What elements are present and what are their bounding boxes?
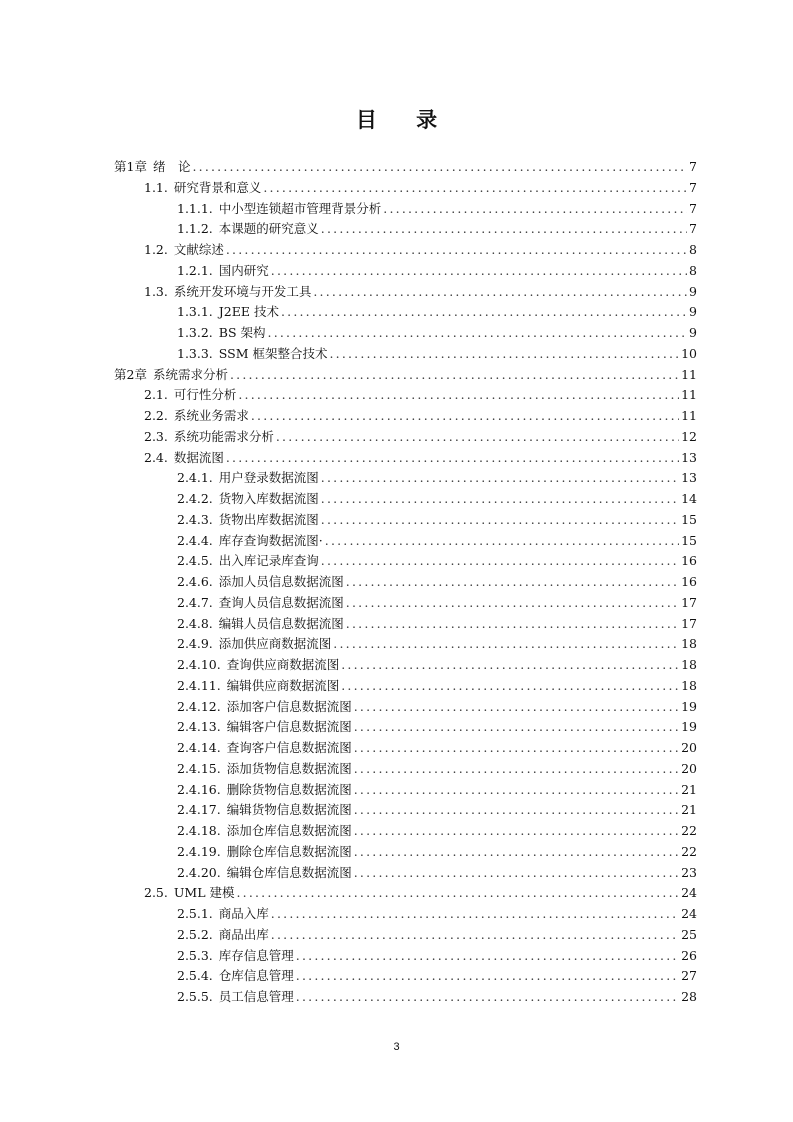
toc-entry-number: 2.4.2.: [177, 491, 213, 506]
toc-entry-number: 2.4.16.: [177, 781, 221, 797]
toc-dot-leader: [329, 344, 679, 365]
toc-dot-leader: [276, 427, 679, 448]
toc-dot-leader: [346, 593, 679, 614]
toc-dot-leader: [321, 219, 687, 240]
toc-dot-leader: [325, 531, 679, 552]
toc-entry: [0, 261, 793, 282]
toc-dot-leader: [354, 800, 679, 821]
toc-entry-number: 2.4.6.: [177, 574, 213, 589]
toc-entry-title: J2EE 技术: [218, 304, 279, 320]
toc-entry-title: 编辑仓库信息数据流图: [226, 864, 352, 880]
toc-dot-leader: [263, 178, 687, 199]
toc-entry-number: 1.3.: [144, 283, 168, 299]
toc-entry-number: 2.5.: [144, 885, 168, 901]
toc-entry-page: 16: [681, 574, 697, 589]
toc-entry: [0, 178, 793, 199]
toc-dot-leader: [268, 323, 688, 344]
toc-dot-leader: [238, 385, 679, 406]
toc-entry-title: 查询客户信息数据流图: [226, 740, 352, 755]
toc-entry-title: 中小型连锁超市管理背景分析: [218, 200, 382, 216]
toc-entry-number: 2.4.7.: [177, 594, 213, 610]
toc-entry: [0, 614, 793, 635]
toc-entry-page: 7: [689, 179, 697, 195]
toc-entry: [0, 240, 793, 261]
toc-dot-leader: [296, 987, 679, 1008]
toc-entry-title: 出入库记录库查询: [218, 553, 319, 569]
page-title: 目 录: [355, 107, 454, 132]
toc-entry: [0, 510, 793, 531]
toc-entry-number: 2.2.: [144, 408, 168, 423]
toc-dot-leader: [296, 946, 679, 967]
toc-entry-title: 查询人员信息数据流图: [218, 594, 344, 610]
toc-entry: [0, 946, 793, 967]
toc-entry-number: 1.1.1.: [177, 200, 213, 216]
toc-dot-leader: [251, 406, 679, 427]
toc-dot-leader: [321, 510, 679, 531]
toc-entry-page: 8: [689, 242, 697, 257]
toc-entry-title: 添加供应商数据流图: [218, 636, 332, 652]
toc-entry: [0, 717, 793, 738]
toc-entry-title: 货物入库数据流图: [218, 491, 319, 506]
toc-entry-page: 15: [681, 532, 697, 548]
toc-entry: [0, 759, 793, 780]
toc-dot-leader: [271, 261, 687, 282]
toc-entry-page: 18: [681, 657, 697, 672]
toc-entry: [0, 406, 793, 427]
toc-entry-number: 2.4.3.: [177, 511, 213, 527]
toc-entry-number: 2.4.18.: [177, 823, 221, 838]
toc-entry-page: 7: [689, 221, 697, 237]
toc-entry-title: 删除货物信息数据流图: [226, 781, 352, 797]
toc-entry: [0, 572, 793, 593]
toc-dot-leader: [313, 282, 687, 303]
toc-entry-number: 2.4.12.: [177, 698, 221, 714]
toc-entry: [0, 365, 793, 386]
toc-entry: [0, 780, 793, 801]
toc-entry-number: 2.4.9.: [177, 636, 213, 652]
toc-dot-leader: [321, 468, 679, 489]
toc-entry-number: 1.2.: [144, 242, 168, 257]
toc-entry-title: 编辑客户信息数据流图: [226, 719, 352, 735]
toc-dot-leader: [281, 302, 687, 323]
toc-entry-page: 10: [681, 345, 697, 361]
toc-entry-number: 1.3.1.: [177, 304, 213, 320]
toc-entry-title: 添加客户信息数据流图: [226, 698, 352, 714]
toc-entry-number: 1.2.1.: [177, 262, 213, 278]
toc-entry-page: 7: [689, 159, 697, 174]
page-number: 3: [393, 1041, 400, 1053]
toc-dot-leader: [333, 634, 679, 655]
toc-entry-page: 13: [681, 470, 697, 486]
toc-dot-leader: [271, 904, 679, 925]
toc-entry-title: 删除仓库信息数据流图: [226, 843, 352, 859]
toc-entry-title: 系统业务需求: [173, 408, 249, 423]
toc-entry: [0, 427, 793, 448]
toc-entry-page: 9: [689, 325, 697, 340]
toc-entry: [0, 842, 793, 863]
toc-entry-page: 15: [681, 511, 697, 527]
toc-dot-leader: [354, 863, 679, 884]
toc-entry-title: 编辑人员信息数据流图: [218, 615, 344, 631]
toc-dot-leader: [236, 883, 679, 904]
toc-entry-title: 商品入库: [218, 906, 269, 921]
toc-entry-title: 系统需求分析: [152, 366, 228, 382]
toc-entry-number: 2.5.2.: [177, 926, 213, 942]
toc-entry-title: 数据流图: [173, 449, 224, 465]
toc-entry-page: 19: [681, 719, 697, 735]
toc-entry-number: 第1章: [114, 159, 147, 174]
toc-entry-page: 18: [681, 677, 697, 693]
toc-entry-number: 2.4.20.: [177, 864, 221, 880]
toc-entry-page: 17: [681, 615, 697, 631]
toc-entry-page: 19: [681, 698, 697, 714]
toc-entry-number: 1.1.: [144, 179, 168, 195]
toc-dot-leader: [271, 925, 679, 946]
toc-entry-number: 2.4.17.: [177, 802, 221, 818]
toc-entry-number: 2.4.8.: [177, 615, 213, 631]
toc-entry-number: 2.4.15.: [177, 760, 221, 776]
toc-entry: [0, 282, 793, 303]
toc-dot-leader: [354, 738, 679, 759]
toc-dot-leader: [346, 572, 679, 593]
toc-entry: [0, 904, 793, 925]
toc-entry-page: 9: [689, 304, 697, 320]
toc-entry-title: UML 建模: [173, 885, 235, 901]
toc-entry-number: 2.4.11.: [177, 677, 221, 693]
toc-entry-page: 24: [681, 906, 697, 921]
toc-entry-page: 8: [689, 262, 697, 278]
toc-entry-title: 仓库信息管理: [218, 968, 294, 984]
toc-entry: [0, 966, 793, 987]
toc-dot-leader: [321, 551, 679, 572]
toc-entry-page: 23: [681, 864, 697, 880]
toc-dot-leader: [354, 717, 679, 738]
toc-dot-leader: [346, 614, 679, 635]
toc-entry-title: 添加仓库信息数据流图: [226, 823, 352, 838]
toc-entry-number: 2.4.14.: [177, 740, 221, 755]
toc-entry-page: 22: [681, 843, 697, 859]
toc-dot-leader: [354, 759, 679, 780]
toc-entry-number: 1.1.2.: [177, 221, 213, 237]
toc-entry: [0, 448, 793, 469]
toc-entry-page: 7: [689, 200, 697, 216]
toc-entry: [0, 821, 793, 842]
toc-entry-title: 文献综述: [173, 242, 224, 257]
toc-entry: [0, 925, 793, 946]
toc-entry-title: 绪 论: [152, 159, 191, 174]
toc-dot-leader: [354, 697, 679, 718]
toc-entry-page: 17: [681, 594, 697, 610]
toc-entry: [0, 800, 793, 821]
toc-entry-page: 14: [681, 491, 697, 506]
toc-entry-number: 2.4.1.: [177, 470, 213, 486]
toc-dot-leader: [226, 448, 679, 469]
toc-entry-number: 2.4.4.: [177, 532, 213, 548]
toc-entry: [0, 323, 793, 344]
toc-entry-number: 2.4.5.: [177, 553, 213, 569]
toc-dot-leader: [354, 842, 679, 863]
toc-entry: [0, 551, 793, 572]
toc-entry-page: 27: [681, 968, 697, 984]
toc-entry-title: 商品出库: [218, 926, 269, 942]
toc-entry-title: 本课题的研究意义: [218, 221, 319, 237]
toc-entry: [0, 199, 793, 220]
toc-entry-page: 11: [681, 366, 697, 382]
toc-dot-leader: [354, 780, 679, 801]
toc-entry-title: 用户登录数据流图: [218, 470, 319, 486]
toc-entry-number: 2.4.13.: [177, 719, 221, 735]
toc-entry-page: 12: [681, 428, 697, 444]
toc-entry-number: 1.3.3.: [177, 345, 213, 361]
toc-dot-leader: [354, 821, 679, 842]
toc-entry-number: 2.3.: [144, 428, 168, 444]
toc-entry-number: 2.5.3.: [177, 947, 213, 963]
toc-entry-page: 9: [689, 283, 697, 299]
toc-entry-page: 26: [681, 947, 697, 963]
toc-entry-title: 系统功能需求分析: [173, 428, 274, 444]
toc-entry-title: 库存查询数据流图·: [218, 532, 323, 548]
toc-entry-title: 国内研究: [218, 262, 269, 278]
toc-entry: [0, 344, 793, 365]
toc-entry-page: 21: [681, 802, 697, 818]
toc-dot-leader: [192, 157, 687, 178]
toc-entry: [0, 302, 793, 323]
toc-entry: [0, 634, 793, 655]
toc-dot-leader: [341, 676, 679, 697]
toc-entry-page: 28: [681, 989, 697, 1004]
toc-entry-page: 24: [681, 885, 697, 901]
toc-entry-page: 13: [681, 449, 697, 465]
toc-dot-leader: [230, 365, 679, 386]
toc-entry: [0, 219, 793, 240]
toc-entry-title: 研究背景和意义: [173, 179, 262, 195]
toc-entry: [0, 531, 793, 552]
toc-entry-title: SSM 框架整合技术: [218, 345, 328, 361]
toc-entry-page: 11: [681, 387, 697, 403]
toc-entry: [0, 697, 793, 718]
toc-dot-leader: [341, 655, 679, 676]
toc-entry-title: 系统开发环境与开发工具: [173, 283, 312, 299]
toc-entry: [0, 655, 793, 676]
toc-entry-title: BS 架构: [218, 325, 266, 340]
toc-entry: [0, 157, 793, 178]
toc-entry-page: 25: [681, 926, 697, 942]
toc-entry-number: 2.5.5.: [177, 989, 213, 1004]
toc-entry: [0, 863, 793, 884]
toc-entry: [0, 468, 793, 489]
toc-dot-leader: [383, 199, 687, 220]
toc-entry-title: 编辑货物信息数据流图: [226, 802, 352, 818]
toc-entry: [0, 385, 793, 406]
toc-entry: [0, 987, 793, 1008]
toc-entry-title: 编辑供应商数据流图: [226, 677, 340, 693]
toc-entry-page: 22: [681, 823, 697, 838]
toc-entry-number: 2.4.: [144, 449, 168, 465]
toc-entry-number: 2.4.19.: [177, 843, 221, 859]
toc-entry-page: 16: [681, 553, 697, 569]
toc-entry-page: 20: [681, 740, 697, 755]
toc-entry-number: 2.1.: [144, 387, 168, 403]
toc-entry-title: 货物出库数据流图: [218, 511, 319, 527]
toc-entry-title: 库存信息管理: [218, 947, 294, 963]
toc-dot-leader: [226, 240, 687, 261]
toc-entry-number: 第2章: [114, 366, 147, 382]
toc-entry-page: 20: [681, 760, 697, 776]
toc-entry-title: 查询供应商数据流图: [226, 657, 340, 672]
toc-entry-number: 2.4.10.: [177, 657, 221, 672]
toc-entry-page: 21: [681, 781, 697, 797]
toc-entry-number: 2.5.4.: [177, 968, 213, 984]
toc-dot-leader: [296, 966, 679, 987]
toc-entry: [0, 738, 793, 759]
toc-entry-number: 1.3.2.: [177, 325, 213, 340]
table-of-contents: [0, 157, 793, 1008]
toc-entry-page: 18: [681, 636, 697, 652]
toc-entry: [0, 489, 793, 510]
toc-entry: [0, 676, 793, 697]
toc-entry: [0, 593, 793, 614]
toc-entry-title: 员工信息管理: [218, 989, 294, 1004]
toc-entry-title: 添加人员信息数据流图: [218, 574, 344, 589]
toc-entry-title: 添加货物信息数据流图: [226, 760, 352, 776]
toc-entry-number: 2.5.1.: [177, 906, 213, 921]
toc-entry-page: 11: [681, 408, 697, 423]
toc-dot-leader: [321, 489, 679, 510]
toc-entry: [0, 883, 793, 904]
toc-entry-title: 可行性分析: [173, 387, 237, 403]
